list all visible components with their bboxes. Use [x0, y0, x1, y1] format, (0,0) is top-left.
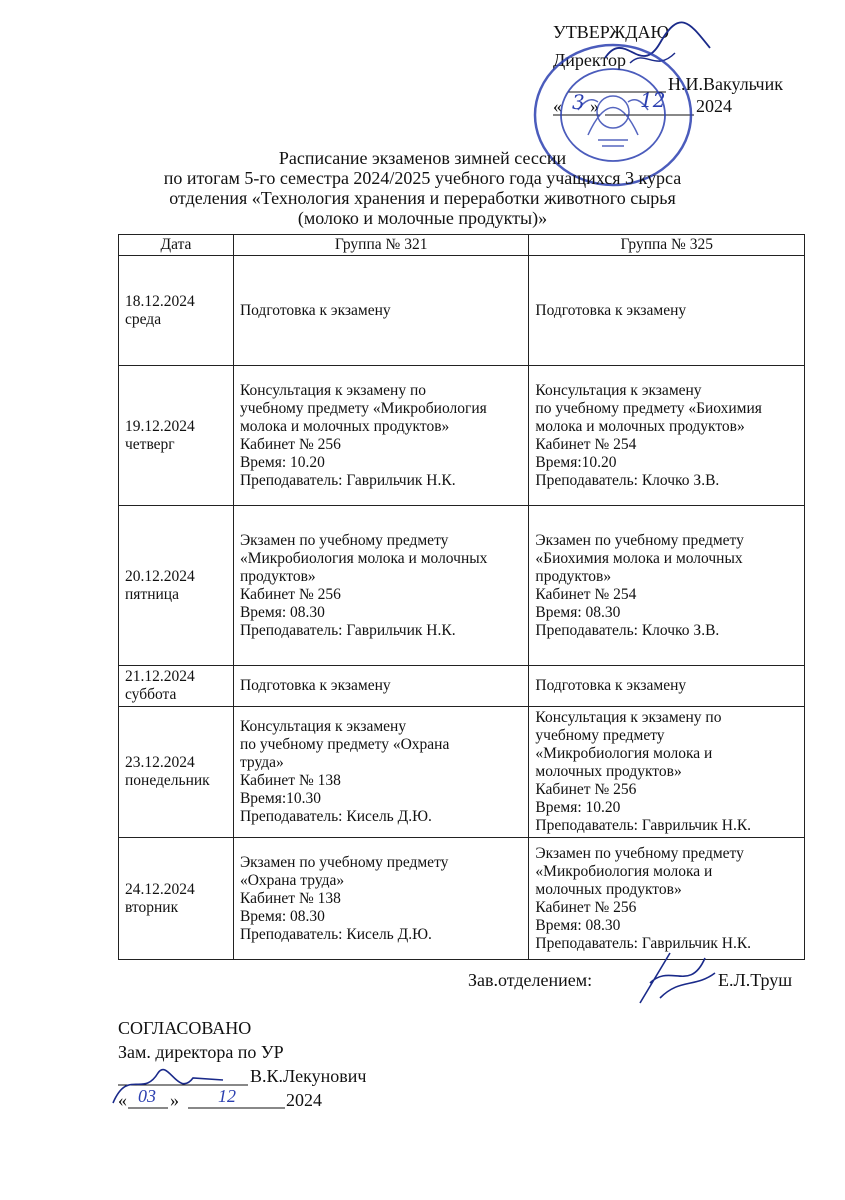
group-325-cell [529, 838, 805, 960]
agreed-date-day: 03 [138, 1086, 156, 1106]
cell-line: продуктов» [239, 567, 316, 585]
cell-line: Подготовка к экзамену [535, 677, 687, 694]
weekday: вторник [125, 898, 179, 916]
cell-line: Кабинет № 256 [239, 585, 341, 603]
cell-line: Время: 10.20 [239, 453, 325, 471]
group-321-cell [233, 666, 528, 707]
title-line-1: Расписание экзаменов зимней сессии [278, 148, 567, 168]
header-group-321: Группа № 321 [233, 235, 528, 256]
cell-line: Время:10.20 [535, 453, 617, 471]
title-line-2: по итогам 5-го семестра 2024/2025 учебного года учащихся 3 курса [163, 168, 682, 188]
head-of-department-label: Зав.отделением: [468, 970, 593, 990]
cell-line: молочных продуктов» [535, 763, 682, 780]
table-row [119, 666, 805, 707]
approval-date-year: 2024 [696, 96, 732, 116]
cell-line: Консультация к экзамену [239, 718, 407, 735]
weekday: четверг [125, 435, 175, 453]
cell-line: Кабинет № 254 [535, 435, 637, 453]
date-value: 24.12.2024 [125, 880, 195, 898]
header-date: Дата [119, 235, 234, 256]
approval-date-month: 12 [640, 88, 666, 112]
cell-line: «Биохимия молока и молочных [535, 549, 743, 567]
group-325-cell [529, 506, 805, 666]
cell-line: Консультация к экзамену по [535, 709, 722, 726]
table-row [119, 707, 805, 838]
title-line-4: (молоко и молочные продукты)» [297, 208, 548, 228]
date-value: 19.12.2024 [125, 417, 195, 435]
cell-line: «Охрана труда» [239, 871, 345, 889]
group-321-cell [233, 506, 528, 666]
approval-block [0, 0, 845, 130]
group-325-cell [529, 256, 805, 366]
document-title [0, 148, 845, 228]
cell-line: Преподаватель: Клочко З.В. [535, 471, 720, 489]
table-row [119, 256, 805, 366]
date-cell [119, 366, 234, 506]
approval-date-close-quote: » [590, 96, 599, 116]
weekday: среда [125, 310, 162, 328]
cell-line: Экзамен по учебному предмету [239, 531, 449, 549]
agreed-heading: СОГЛАСОВАНО [118, 1018, 252, 1038]
date-value: 21.12.2024 [125, 668, 195, 685]
cell-line: Кабинет № 256 [535, 898, 637, 916]
table-header-row [119, 235, 805, 256]
cell-line: Время: 08.30 [535, 603, 621, 621]
date-cell [119, 666, 234, 707]
group-321-cell [233, 366, 528, 506]
cell-line: Преподаватель: Клочко З.В. [535, 621, 720, 639]
head-of-department-signature [630, 948, 720, 1008]
cell-line: учебному предмету «Микробиология [239, 399, 487, 417]
cell-line: Время: 08.30 [239, 603, 325, 621]
cell-line: продуктов» [535, 567, 612, 585]
cell-line: Консультация к экзамену по [239, 381, 426, 399]
agreed-date-close-quote: » [170, 1090, 179, 1110]
cell-line: Кабинет № 254 [535, 585, 637, 603]
cell-line: Время: 10.20 [535, 799, 621, 816]
group-321-cell [233, 256, 528, 366]
group-325-cell [529, 366, 805, 506]
cell-line: Преподаватель: Гаврильчик Н.К. [535, 934, 752, 952]
weekday: пятница [125, 585, 179, 603]
cell-line: молочных продуктов» [535, 880, 682, 898]
cell-line: Время:10.30 [239, 790, 322, 807]
date-cell [119, 506, 234, 666]
cell-line: Подготовка к экзамену [535, 301, 687, 319]
cell-line: молока и молочных продуктов» [535, 417, 745, 435]
cell-line: Время: 08.30 [535, 916, 621, 934]
approval-heading: УТВЕРЖДАЮ [553, 22, 670, 42]
cell-line: Преподаватель: Гаврильчик Н.К. [239, 621, 456, 639]
date-value: 18.12.2024 [125, 292, 195, 310]
cell-line: Подготовка к экзамену [239, 677, 391, 694]
cell-line: Кабинет № 138 [239, 772, 341, 789]
weekday: понедельник [125, 772, 210, 789]
date-cell [119, 707, 234, 838]
agreed-date-month: 12 [218, 1086, 236, 1106]
cell-line: «Микробиология молока и [535, 862, 713, 880]
agreed-date-year: 2024 [286, 1090, 322, 1110]
date-value: 23.12.2024 [125, 754, 195, 771]
agreed-position: Зам. директора по УР [118, 1042, 284, 1062]
cell-line: Время: 08.30 [239, 907, 325, 925]
approval-position: Директор [553, 50, 627, 70]
group-321-cell [233, 838, 528, 960]
cell-line: Преподаватель: Гаврильчик Н.К. [535, 817, 752, 834]
cell-line: Экзамен по учебному предмету [535, 844, 744, 862]
cell-line: Кабинет № 256 [535, 781, 637, 798]
cell-line: Консультация к экзамену [535, 381, 702, 399]
cell-line: «Микробиология молока и молочных [239, 549, 488, 567]
agreed-name: В.К.Лекунович [250, 1066, 367, 1086]
approval-date-day: 3 [572, 90, 585, 114]
cell-line: Кабинет № 138 [239, 889, 341, 907]
deputy-director-signature [108, 1058, 228, 1108]
cell-line: Кабинет № 256 [239, 435, 341, 453]
cell-line: Подготовка к экзамену [239, 301, 391, 319]
cell-line: труда» [239, 754, 284, 771]
group-325-cell [529, 666, 805, 707]
cell-line: по учебному предмету «Охрана [239, 736, 450, 753]
date-value: 20.12.2024 [125, 567, 195, 585]
header-group-325: Группа № 325 [529, 235, 805, 256]
group-321-cell [233, 707, 528, 838]
exam-schedule-table [118, 234, 805, 960]
cell-line: Экзамен по учебному предмету [239, 853, 449, 871]
date-cell [119, 256, 234, 366]
cell-line: Преподаватель: Кисель Д.Ю. [239, 925, 432, 943]
table-row [119, 838, 805, 960]
cell-line: Преподаватель: Кисель Д.Ю. [239, 808, 432, 825]
cell-line: Экзамен по учебному предмету [535, 531, 744, 549]
table-row [119, 506, 805, 666]
agreed-date-open-quote: « [118, 1090, 127, 1110]
cell-line: «Микробиология молока и [535, 745, 713, 762]
table-row [119, 366, 805, 506]
title-line-3: отделения «Технология хранения и переработки животного сырья [169, 188, 676, 208]
group-325-cell [529, 707, 805, 838]
weekday: суббота [125, 686, 177, 703]
cell-line: по учебному предмету «Биохимия [535, 399, 762, 417]
cell-line: молока и молочных продуктов» [239, 417, 450, 435]
cell-line: Преподаватель: Гаврильчик Н.К. [239, 471, 456, 489]
approval-date-open-quote: « [553, 96, 562, 116]
approval-name: Н.И.Вакульчик [668, 74, 783, 94]
head-of-department-name: Е.Л.Труш [718, 970, 793, 990]
date-cell [119, 838, 234, 960]
cell-line: учебному предмету [535, 727, 665, 744]
